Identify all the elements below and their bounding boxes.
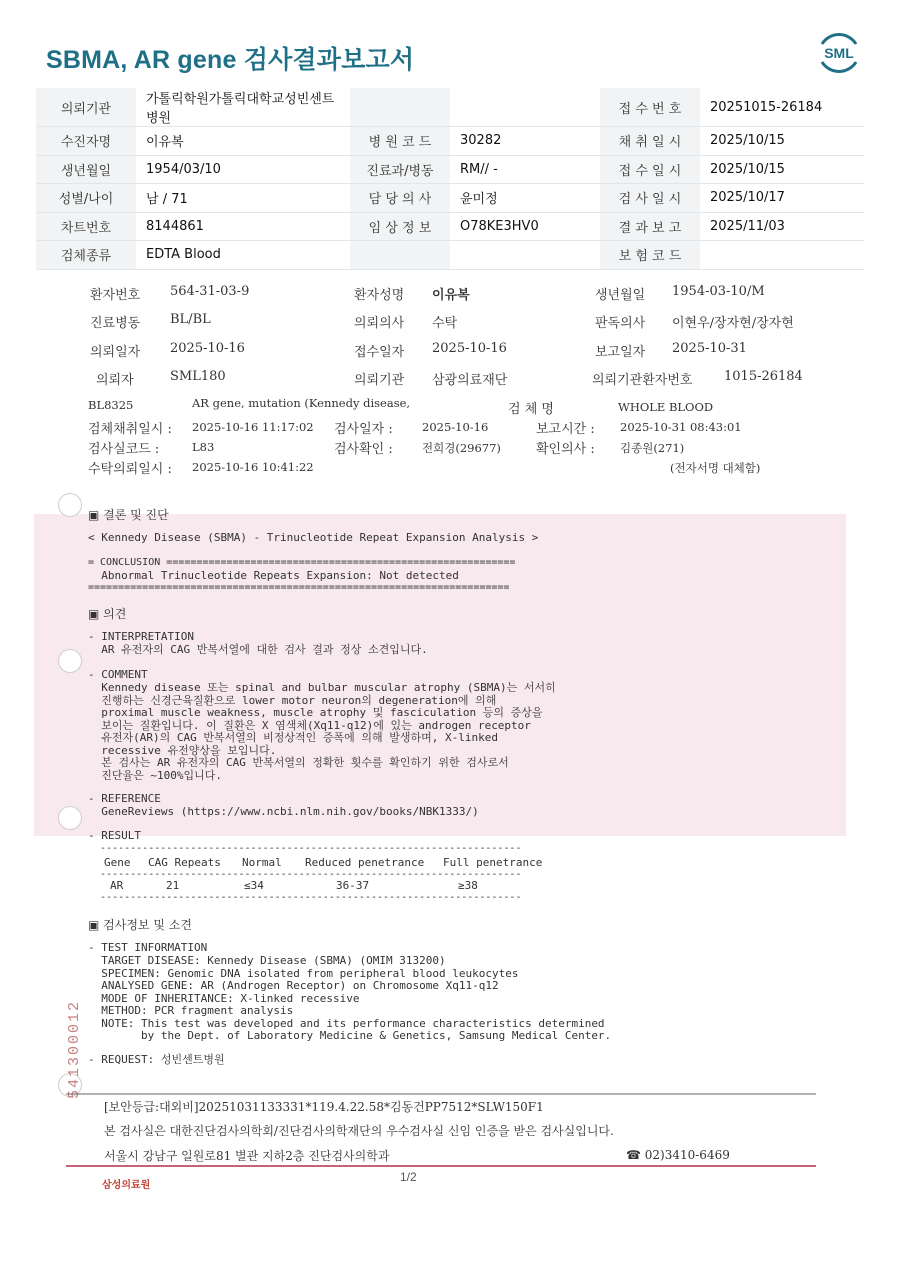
comment-heading: - COMMENT (88, 668, 148, 681)
result-reduced: 36-37 (336, 879, 370, 892)
header-value: 8144861 (136, 212, 350, 241)
result-col-full: Full penetrance (443, 856, 543, 869)
comment-line: proximal muscle weakness, muscle atrophy 및 fasciculation 등의 증상을 (88, 706, 543, 719)
recv-date: 2025-10-16 (432, 341, 507, 356)
req-inst: 삼광의료재단 (432, 373, 508, 388)
comment-line: 진단율은 ~100%입니다. (88, 768, 222, 782)
header-label: 성별/나이 (36, 184, 136, 213)
result-dash-top: ---------------------------------------------------------------------- (88, 843, 522, 854)
comment-line: 유전자(AR)의 CAG 반복서열의 비정상적인 증폭에 의해 발생하며, X-linked (88, 731, 498, 744)
header-value: 가톨릭학원가톨릭대학교성빈센트병원 (136, 88, 350, 127)
header-value: 1954/03/10 (136, 155, 350, 184)
comment-line: recessive 유전양상을 보입니다. (88, 743, 277, 757)
recv-date-label: 접수일자 (354, 345, 405, 360)
patient-name-label: 환자성명 (354, 288, 405, 303)
header-label: 접 수 번 호 (600, 88, 700, 127)
reference-heading: - REFERENCE (88, 792, 161, 805)
header-label: 임 상 정 보 (350, 212, 450, 241)
header-label: 차트번호 (36, 212, 136, 241)
header-row (36, 155, 864, 184)
header-value (450, 88, 600, 127)
req-date-label: 의뢰일자 (90, 345, 141, 360)
test-name: AR gene, mutation (Kennedy disease, (192, 396, 411, 410)
header-row (36, 241, 864, 270)
patient-no: 564-31-03-9 (170, 284, 250, 299)
header-value: 2025/10/15 (700, 155, 864, 184)
header-value: 2025/10/17 (700, 184, 864, 213)
header-value: 30282 (450, 127, 600, 156)
result-col-cag: CAG Repeats (148, 856, 221, 869)
header-value: 20251015-26184 (700, 88, 864, 127)
dob: 1954-03-10/M (672, 284, 765, 299)
patient-no-label: 환자번호 (90, 288, 141, 303)
header-row (36, 127, 864, 156)
req-doctor: 수탁 (432, 316, 458, 331)
checked: 전희경(29677) (422, 441, 501, 455)
header-label: 접 수 일 시 (600, 155, 700, 184)
address-text: 서울시 강남구 일원로81 별관 지하2층 진단검사의학과 (104, 1149, 390, 1163)
test-info-heading: - TEST INFORMATION (88, 941, 208, 954)
header-value: 윤미정 (450, 184, 600, 213)
security-line: [보안등급:대외비]20251031133331*119.4.22.58*김동건PP7512*SLW150F1 (104, 1100, 544, 1114)
dob-label: 생년월일 (595, 288, 646, 303)
section-info-heading: ▣ 검사정보 및 소견 (88, 918, 192, 932)
header-label: 병 원 코 드 (350, 127, 450, 156)
header-label: 보 험 코 드 (600, 241, 700, 270)
ward: BL/BL (170, 312, 211, 327)
conclusion-line: = CONCLUSION ========================================================== (88, 557, 516, 568)
header-row (36, 212, 864, 241)
outsource: 2025-10-16 10:41:22 (192, 460, 314, 474)
confirm: 김종원(271) (620, 441, 685, 455)
collect-label: 검체채취일시 : (88, 422, 172, 437)
result-gene: AR (110, 879, 124, 892)
punch-hole (58, 493, 82, 517)
result-heading: - RESULT (88, 829, 141, 842)
inst-patient-no: 1015-26184 (724, 369, 803, 384)
header-value: EDTA Blood (136, 241, 350, 270)
requester-label: 의뢰자 (96, 373, 134, 388)
header-value: 2025/11/03 (700, 212, 864, 241)
result-col-normal: Normal (242, 856, 282, 869)
punch-hole (58, 649, 82, 673)
header-value: 남 / 71 (136, 184, 350, 213)
test-info-text (88, 955, 611, 1043)
test-info-line: TARGET DISEASE: Kennedy Disease (SBMA) (OMIM 313200) (88, 954, 446, 967)
comment-line: 본 검사는 AR 유전자의 CAG 반복서열의 정확한 횟수를 확인하기 위한 검사로서 (88, 756, 509, 769)
request-line: - REQUEST: 성빈센트병원 (88, 1053, 225, 1066)
equals-line: ====================================================================== (88, 582, 510, 593)
certification-text: 본 검사실은 대한진단검사의학회/진단검사의학재단의 우수검사실 신임 인증을 받은 검사실입니다. (104, 1124, 614, 1138)
header-label: 검체종류 (36, 241, 136, 270)
lab-code: L83 (192, 440, 215, 454)
header-label: 진료과/병동 (350, 155, 450, 184)
footer-rule-bottom (66, 1164, 816, 1168)
header-value: O78KE3HV0 (450, 212, 600, 241)
comment-text (88, 682, 556, 782)
test-info-line: by the Dept. of Laboratory Medicine & Genetics, Samsung Medical Center. (88, 1029, 612, 1042)
collect: 2025-10-16 11:17:02 (192, 420, 314, 434)
test-code: BL8325 (88, 398, 134, 412)
result-col-reduced: Reduced penetrance (305, 856, 425, 869)
result-full: ≥38 (458, 879, 478, 892)
header-value: 2025/10/15 (700, 127, 864, 156)
result-normal: ≤34 (244, 879, 264, 892)
reading-doctor-label: 판독의사 (595, 316, 646, 331)
header-label (350, 88, 450, 127)
punch-hole (58, 806, 82, 830)
header-value (450, 241, 600, 270)
esign-note: (전자서명 대체함) (670, 461, 761, 475)
header-value: 이유복 (136, 127, 350, 156)
header-table (36, 88, 864, 270)
ward-label: 진료병동 (90, 316, 141, 331)
header-label: 생년월일 (36, 155, 136, 184)
specimen-label: 검 체 명 (508, 402, 554, 417)
test-date-label: 검사일자 : (334, 422, 393, 437)
result-col-gene: Gene (104, 856, 131, 869)
lab-code-label: 검사실코드 : (88, 442, 160, 457)
report-title: SBMA, AR gene 검사결과보고서 (46, 46, 415, 74)
outsource-label: 수탁의뢰일시 : (88, 462, 172, 477)
report-time-label: 보고시간 : (536, 422, 595, 437)
header-label: 검 사 일 시 (600, 184, 700, 213)
checked-label: 검사확인 : (334, 442, 393, 457)
patient-name: 이유복 (432, 288, 470, 303)
test-info-line: MODE OF INHERITANCE: X-linked recessive (88, 991, 360, 1005)
header-row (36, 88, 864, 127)
result-dash-mid: ---------------------------------------------------------------------- (88, 869, 522, 880)
test-info-line: NOTE: This test was developed and its performance characteristics determined (88, 1016, 605, 1030)
reference-text: GeneReviews (https://www.ncbi.nlm.nih.gov/books/NBK1333/) (88, 805, 479, 818)
interpretation-text: AR 유전자의 CAG 반복서열에 대한 검사 결과 정상 소견입니다. (88, 643, 428, 656)
header-label (350, 241, 450, 270)
header-value: RM// - (450, 155, 600, 184)
header-row (36, 184, 864, 213)
header-label: 결 과 보 고 (600, 212, 700, 241)
phone-number: ☎ 02)3410-6469 (626, 1148, 730, 1162)
conclusion-text: Abnormal Trinucleotide Repeats Expansion: Not detected (88, 569, 459, 582)
header-label: 의뢰기관 (36, 88, 136, 127)
interpretation-heading: - INTERPRETATION (88, 630, 194, 643)
page-number: 1/2 (400, 1170, 417, 1184)
result-cag: 21 (166, 879, 180, 892)
requester: SML180 (170, 369, 226, 384)
test-info-line: SPECIMEN: Genomic DNA isolated from peripheral blood leukocytes (88, 966, 519, 980)
comment-line: 보이는 질환입니다. 이 질환은 X 염색체(Xq11-q12)에 있는 androgen receptor (88, 718, 531, 732)
req-date: 2025-10-16 (170, 341, 245, 356)
side-serial-number: 541300012 (66, 1000, 83, 1100)
req-inst-label: 의뢰기관 (354, 373, 405, 388)
report-date: 2025-10-31 (672, 341, 747, 356)
comment-line: 진행하는 신경근육질환으로 lower motor neuron의 degeneration에 의해 (88, 693, 497, 707)
test-date: 2025-10-16 (422, 420, 489, 434)
section-opinion-heading: ▣ 의견 (88, 607, 127, 621)
report-date-label: 보고일자 (595, 345, 646, 360)
header-label: 담 당 의 사 (350, 184, 450, 213)
analysis-title: < Kennedy Disease (SBMA) - Trinucleotide Repeat Expansion Analysis > (88, 531, 539, 544)
test-info-line: METHOD: PCR fragment analysis (88, 1004, 294, 1017)
comment-line: Kennedy disease 또는 spinal and bulbar muscular atrophy (SBMA)는 서서히 (88, 681, 556, 694)
req-doctor-label: 의뢰의사 (354, 316, 405, 331)
sml-logo-text: SML (824, 45, 854, 61)
test-info-line: ANALYSED GENE: AR (Androgen Receptor) on Chromosome Xq11-q12 (88, 979, 499, 992)
header-value (700, 241, 864, 270)
report-time: 2025-10-31 08:43:01 (620, 420, 742, 434)
footer-rule-top (66, 1092, 816, 1096)
sml-logo (816, 30, 862, 76)
header-label: 수진자명 (36, 127, 136, 156)
header-label: 채 취 일 시 (600, 127, 700, 156)
confirm-label: 확인의사 : (536, 442, 595, 457)
inst-patient-no-label: 의뢰기관환자번호 (592, 373, 693, 388)
specimen: WHOLE BLOOD (618, 400, 714, 414)
reading-doctor: 이현우/장자현/장자현 (672, 316, 794, 331)
section-result-heading: ▣ 결론 및 진단 (88, 508, 169, 522)
samsung-logo: 삼성의료원 (102, 1180, 151, 1191)
result-dash-bottom: ---------------------------------------------------------------------- (88, 892, 522, 903)
